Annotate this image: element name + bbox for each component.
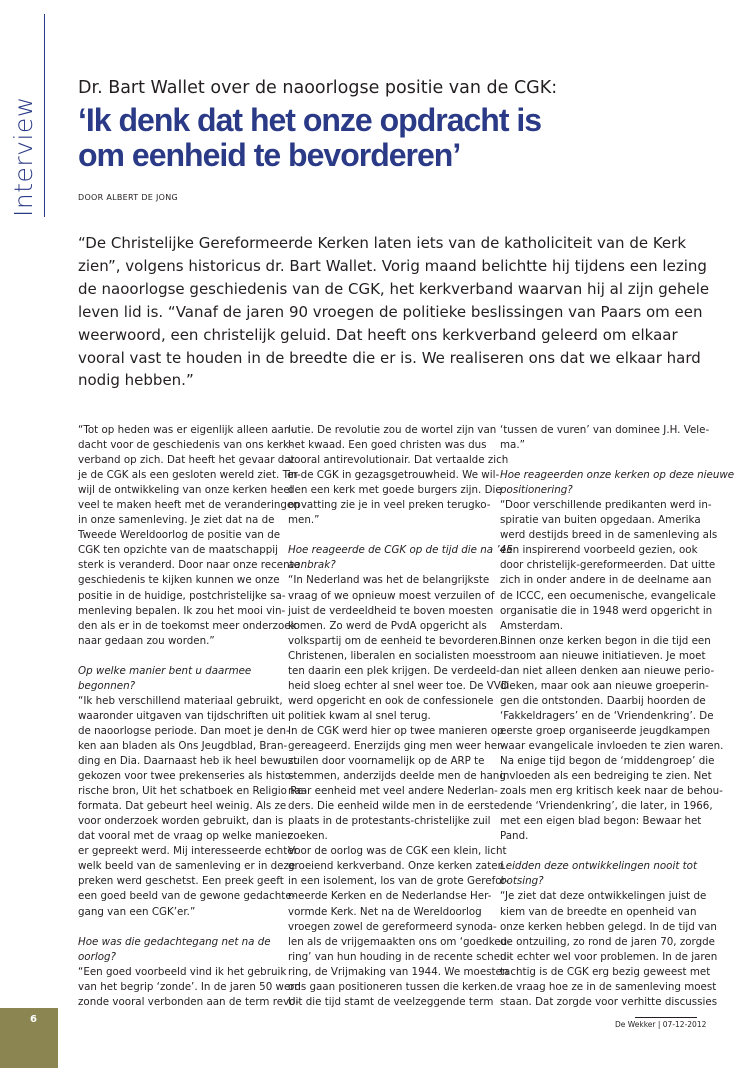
body-line: de ICCC, een oecumenische, evangelicale [500, 589, 716, 602]
body-line: je de CGK als een gesloten wereld ziet. Ter- [78, 469, 301, 482]
footer-rule [635, 1017, 697, 1018]
body-line: van het begrip ‘zonde’. In de jaren 50 werd [78, 980, 301, 993]
body-line: Voor de oorlog was de CGK een klein, licht [288, 845, 507, 858]
body-line: werd destijds breed in de samenleving als [500, 529, 718, 542]
body-line: de naoorlogse periode. Dan moet je den- [78, 724, 290, 737]
body-line: in de CGK in gezagsgetrouwheid. We wil- [288, 469, 500, 482]
body-line: invloeden als een bedreiging te zien. Net [500, 770, 712, 783]
body-line: gereageerd. Enerzijds ging men weer her- [288, 739, 505, 752]
body-line: in een isolement, los van de grote Gerefor- [288, 875, 509, 888]
body-line: naar eenheid met veel andere Nederlan- [288, 785, 498, 798]
article-intro [78, 232, 710, 392]
body-line: ten daarin een plek krijgen. De verdeeld- [288, 664, 500, 677]
body-line: ders. Die eenheid wilde men in de eerste [288, 800, 501, 813]
body-line: naar gedaan zou worden.” [78, 634, 215, 647]
body-line: dit echter wel voor problemen. In de jaren [500, 950, 718, 963]
question-line: Leidden deze ontwikkelingen nooit tot [500, 860, 698, 873]
footer-publication: De Wekker | 07-12-2012 [615, 1020, 707, 1029]
body-line: er gepreekt werd. Mij interesseerde echter [78, 845, 298, 858]
body-line: In de CGK werd hier op twee manieren op [288, 724, 504, 737]
body-line: vooral antirevolutionair. Dat vertaalde zich [288, 454, 509, 467]
body-line: stemmen, anderzijds deelde men de hang [288, 770, 506, 783]
body-line [78, 649, 274, 664]
body-line: met een eigen blad begon: Bewaar het [500, 815, 702, 828]
body-line: Uit die tijd stamt de veelzeggende term [288, 995, 494, 1008]
body-line: len als de vrijgemaakten ons om ‘goedkeu- [288, 935, 511, 948]
body-line: ring’ van hun houding in de recente scheu- [288, 950, 511, 963]
body-line: onze kerken hebben gelegd. In de tijd van [500, 920, 717, 933]
body-line: voor onderzoek worden gebruikt, dan is [78, 815, 284, 828]
body-line: menleving bepalen. Ik zou het mooi vin- [78, 604, 286, 617]
intro-line: leven lid is. “Vanaf de jaren 90 vroegen de politieke beslissingen van Paars om een [78, 302, 703, 321]
question-line: botsing? [500, 875, 544, 888]
body-line: Amsterdam. [500, 619, 564, 632]
article-kicker: Dr. Bart Wallet over de naoorlogse positie van de CGK: [78, 78, 558, 98]
page-number: 6 [30, 1014, 37, 1025]
body-line: den als er in de toekomst meer onderzoek [78, 619, 297, 632]
body-line: Christenen, liberalen en socialisten moes- [288, 649, 505, 662]
intro-line: nodig hebben.” [78, 371, 194, 390]
body-line: zich in onder andere in de deelname aan [500, 574, 712, 587]
intro-line: zien”, volgens historicus dr. Bart Wallet. Vorig maand belichtte hij tijdens een lezing [78, 256, 707, 275]
body-line: organisatie die in 1948 werd opgericht in [500, 604, 713, 617]
body-line: vroegen zowel de gereformeerd synoda- [288, 920, 497, 933]
body-line: dacht voor de geschiedenis van ons kerk- [78, 439, 293, 452]
body-line: sterk is veranderd. Door naar onze recente [78, 559, 300, 572]
section-label: Interview [9, 96, 38, 217]
body-line: positie in de huidige, postchristelijke sa- [78, 589, 286, 602]
body-line: zuilen door voornamelijk op de ARP te [288, 755, 485, 768]
body-line: preken werd geschetst. Een preek geeft [78, 875, 284, 888]
question-line: Op welke manier bent u daarmee [78, 664, 252, 677]
question-line: Hoe was die gedachtegang net na de [78, 935, 271, 948]
body-line: ma.” [500, 439, 525, 452]
body-line: “In Nederland was het de belangrijkste [288, 574, 490, 587]
question-line: Hoe reageerde de CGK op de tijd die na ’45 [288, 544, 513, 557]
body-line: het kwaad. Een goed christen was dus [288, 439, 487, 452]
body-line: formata. Dat gebeurt heel weinig. Als ze [78, 800, 287, 813]
body-line: stroom aan nieuwe initiatieven. Je moet [500, 649, 706, 662]
body-line: “Door verschillende predikanten werd in- [500, 499, 712, 512]
body-line: Tweede Wereldoorlog de positie van de [78, 529, 281, 542]
body-line [78, 920, 274, 935]
intro-line: vooral vast te houden in de breedte die er is. We realiseren ons dat we elkaar hard [78, 348, 701, 367]
body-line: verband op zich. Dat heeft het gevaar dat [78, 454, 295, 467]
body-line: dat vooral met de vraag op welke manier [78, 830, 292, 843]
body-line: een inspirerend voorbeeld gezien, ook [500, 544, 698, 557]
body-line: heid sloeg echter al snel weer toe. De VVD [288, 679, 509, 692]
body-line: politiek kwam al snel terug. [288, 709, 431, 722]
body-line: groeiend kerkverband. Onze kerken zaten [288, 860, 505, 873]
question-line: begonnen? [78, 679, 136, 692]
body-line: door christelijk-gereformeerden. Dat uitte [500, 559, 716, 572]
body-line: Pand. [500, 830, 529, 843]
body-line: plaats in de protestants-christelijke zuil [288, 815, 491, 828]
body-line: ring, de Vrijmaking van 1944. We moesten [288, 965, 509, 978]
body-line: Na enige tijd begon de ‘middengroep’ die [500, 755, 715, 768]
headline-line: om eenheid te bevorderen’ [78, 137, 461, 173]
body-line: een goed beeld van de gewone gedachte- [78, 890, 296, 903]
body-line: ding en Dia. Daarnaast heb ik heel bewust [78, 755, 298, 768]
body-line: in onze samenleving. Je ziet dat na de [78, 514, 275, 527]
byline: DOOR ALBERT DE JONG [78, 193, 179, 202]
article-headline [78, 103, 718, 173]
body-line: waaronder uitgaven van tijdschriften uit [78, 709, 285, 722]
body-line: de ontzuiling, zo rond de jaren 70, zorgde [500, 935, 716, 948]
body-line: “Tot op heden was er eigenlijk alleen aan- [78, 424, 295, 436]
body-line: vormde Kerk. Net na de Wereldoorlog [288, 905, 482, 918]
question-line: positionering? [500, 484, 573, 497]
body-line [500, 844, 696, 859]
body-line: de vraag hoe ze in de samenleving moest [500, 980, 717, 993]
body-line: Binnen onze kerken begon in die tijd een [500, 634, 711, 647]
body-line: werd opgericht en ook de confessionele [288, 694, 494, 707]
body-line: gang van een CGK’er.” [78, 905, 196, 918]
body-line: opvatting zie je in veel preken terugko- [288, 499, 491, 512]
body-line: geschiedenis te kijken kunnen we onze [78, 574, 280, 587]
question-line: aanbrak? [288, 559, 336, 572]
body-line: dieken, maar ook aan nieuwe groeperin- [500, 679, 709, 692]
body-line: spiratie van buiten opgedaan. Amerika [500, 514, 701, 527]
text-column-3 [500, 423, 735, 1010]
body-line: men.” [288, 514, 320, 527]
body-line: eerste groep organiseerde jeugdkampen [500, 724, 711, 737]
body-line: meerde Kerken en de Nederlandse Her- [288, 890, 492, 903]
body-line: ons gaan positioneren tussen die kerken. [288, 980, 501, 993]
body-line: “Je ziet dat deze ontwikkelingen juist de [500, 890, 707, 903]
body-line: kiem van de breedte en openheid van [500, 905, 697, 918]
headline-line: ‘Ik denk dat het onze opdracht is [78, 102, 542, 138]
body-line: volkspartij om de eenheid te bevorderen. [288, 634, 502, 647]
body-line: gekozen voor twee prekenseries als histo- [78, 770, 295, 783]
body-line: staan. Dat zorgde voor verhitte discussies [500, 995, 718, 1008]
body-line: zonde vooral verbonden aan de term revo- [78, 995, 300, 1008]
body-line: gen die ontstonden. Daarbij hoorden de [500, 694, 706, 707]
body-line: veel te maken heeft met de veranderingen [78, 499, 300, 512]
body-line: waar evangelicale invloeden te zien waren. [500, 739, 724, 752]
body-line [288, 528, 484, 543]
body-line: ken aan bladen als Ons Jeugdblad, Bran- [78, 739, 288, 752]
body-line: “Ik heb verschillend materiaal gebruikt, [78, 694, 283, 707]
question-line: oorlog? [78, 950, 116, 963]
body-line: ‘tussen de vuren’ van dominee J.H. Vele- [500, 424, 710, 436]
body-line: dende ‘Vriendenkring’, die later, in 1966, [500, 800, 713, 813]
text-column-2 [288, 423, 513, 1010]
intro-line: weerwoord, een christelijk geluid. Dat heeft ons kerkverband geleerd om elkaar [78, 325, 678, 344]
body-line: vraag of we opnieuw moest verzuilen of [288, 589, 495, 602]
question-line: Hoe reageerden onze kerken op deze nieuwe [500, 469, 735, 482]
body-line: “Een goed voorbeeld vind ik het gebruik [78, 965, 287, 978]
body-line: juist de verdeeldheid te boven moesten [288, 604, 494, 617]
intro-line: de naoorlogse geschiedenis van de CGK, het kerkverband waarvan hij al zijn gehele [78, 279, 710, 298]
intro-line: “De Christelijke Gereformeerde Kerken laten iets van de katholiciteit van de Kerk [78, 234, 687, 252]
section-rule [44, 14, 45, 217]
body-line: zoals men erg kritisch keek naar de behou- [500, 785, 723, 798]
body-line: lutie. De revolutie zou de wortel zijn van [288, 424, 497, 436]
page-number-tab [0, 1008, 58, 1068]
body-line [500, 453, 696, 468]
body-line: komen. Zo werd de PvdA opgericht als [288, 619, 487, 632]
body-line: rische bron, Uit het schatboek en Religio Re- [78, 785, 307, 798]
body-line: wijl de ontwikkeling van onze kerken heel [78, 484, 293, 497]
body-line: welk beeld van de samenleving er in deze [78, 860, 296, 873]
body-line: dan niet alleen denken aan nieuwe perio- [500, 664, 715, 677]
body-line: den een kerk met goede burgers zijn. Die [288, 484, 502, 497]
body-line: zoeken. [288, 830, 328, 843]
body-line: CGK ten opzichte van de maatschappij [78, 544, 278, 557]
body-line: tachtig is de CGK erg bezig geweest met [500, 965, 711, 978]
body-line: ‘Fakkeldragers’ en de ‘Vriendenkring’. De [500, 709, 714, 722]
text-column-1 [78, 423, 307, 1010]
